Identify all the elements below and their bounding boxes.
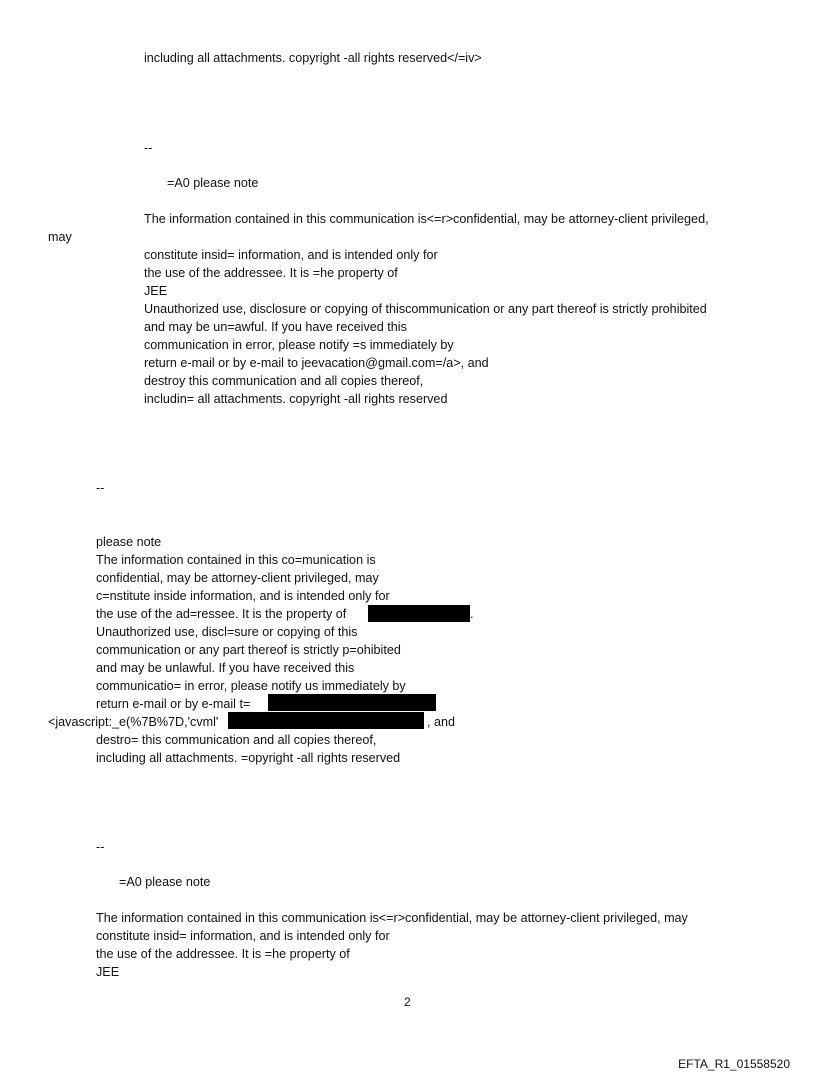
- separator: --: [96, 481, 105, 495]
- redaction-bar: [268, 694, 436, 711]
- text-line: including all attachments. =opyright -all rights reserved: [96, 751, 401, 765]
- text-line: destroy this communication and all copies thereof,: [144, 374, 424, 388]
- text-line: <javascript:_e(%7B%7D,'cvml': [48, 715, 219, 729]
- note-heading: =A0 please note: [167, 176, 259, 190]
- text-line: confidential, may be attorney-client privileged, may: [96, 571, 379, 585]
- text-line: please note: [96, 535, 162, 549]
- text-line: constitute insid= information, and is intended only for: [96, 929, 390, 943]
- text-line: Unauthorized use, discl=sure or copying of this: [96, 625, 358, 639]
- text-line: communication in error, please notify =s immediately by: [144, 338, 454, 352]
- text-line: and may be unlawful. If you have received this: [96, 661, 355, 675]
- text-line: The information contained in this co=munication is: [96, 553, 376, 567]
- separator: --: [144, 141, 153, 155]
- text-line: The information contained in this communication is<=r>confidential, may be attorney-client privileged,: [144, 212, 709, 226]
- text-line: JEE: [144, 284, 168, 298]
- text-line: JEE: [96, 965, 120, 979]
- text-line: the use of the addressee. It is =he property of: [144, 266, 398, 280]
- text-line: .: [470, 607, 474, 621]
- text-line: includin= all attachments. copyright -all rights reserved: [144, 392, 448, 406]
- redaction-bar: [368, 605, 470, 622]
- text-line: constitute insid= information, and is intended only for: [144, 248, 438, 262]
- text-line: the use of the addressee. It is =he property of: [96, 947, 350, 961]
- note-heading: =A0 please note: [119, 875, 211, 889]
- text-line: , and: [427, 715, 456, 729]
- redaction-bar: [228, 712, 424, 729]
- text-line: including all attachments. copyright -all rights reserved</=iv>: [144, 51, 482, 65]
- separator: --: [96, 840, 105, 854]
- page-number: 2: [404, 995, 411, 1009]
- text-line: communication or any part thereof is strictly p=ohibited: [96, 643, 401, 657]
- text-line: may: [48, 230, 72, 244]
- text-line: The information contained in this communication is<=r>confidential, may be attorney-client privileged, may: [96, 911, 688, 925]
- document-id: EFTA_R1_01558520: [678, 1057, 790, 1071]
- text-line: the use of the ad=ressee. It is the property of: [96, 607, 347, 621]
- text-line: return e-mail or by e-mail t=: [96, 697, 251, 711]
- text-line: Unauthorized use, disclosure or copying of thiscommunication or any part thereof is strictly prohibited: [144, 302, 707, 316]
- text-line: return e-mail or by e-mail to jeevacation@gmail.com=/a>, and: [144, 356, 489, 370]
- text-line: c=nstitute inside information, and is intended only for: [96, 589, 390, 603]
- text-line: communicatio= in error, please notify us immediately by: [96, 679, 406, 693]
- text-line: destro= this communication and all copies thereof,: [96, 733, 377, 747]
- text-line: and may be un=awful. If you have received this: [144, 320, 407, 334]
